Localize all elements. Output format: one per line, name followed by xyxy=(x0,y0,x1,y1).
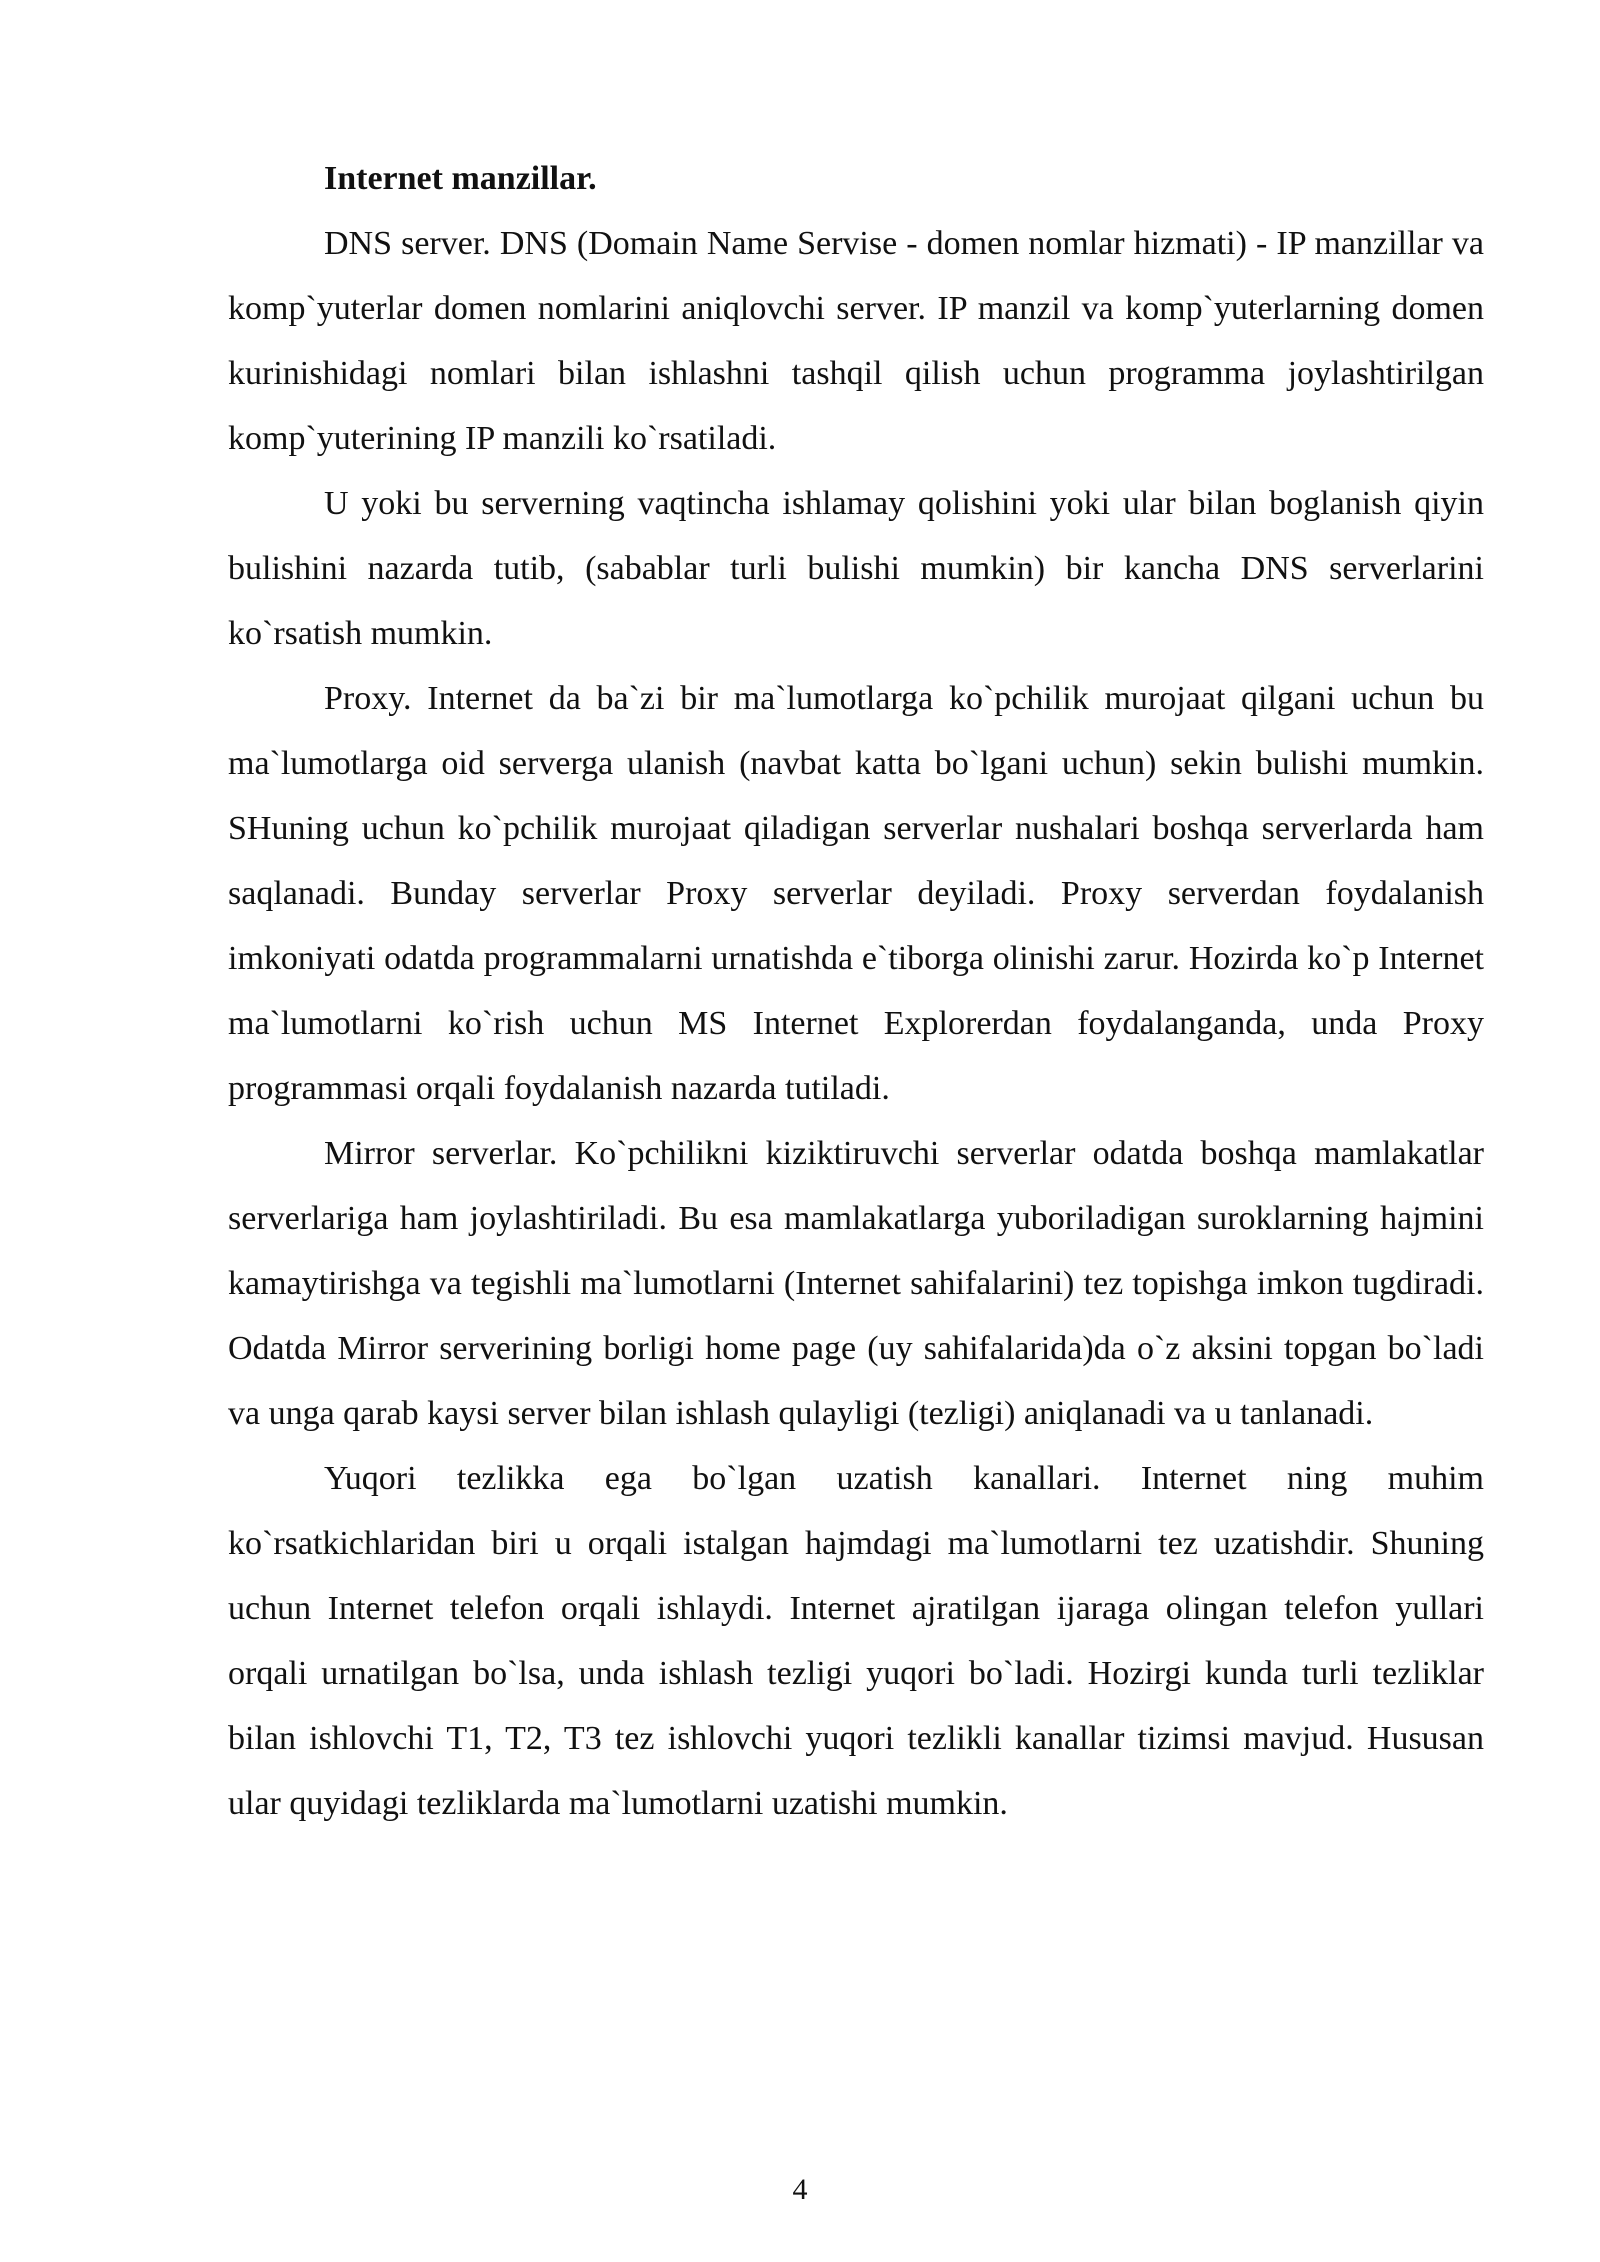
page-number: 4 xyxy=(792,2173,808,2206)
paragraph-dns-server: DNS server. DNS (Domain Name Servise - domen nomlar hizmati) - IP manzillar va komp`yuterlar domen nomlarini aniqlovchi server. IP manzil va komp`yuterlarning domen kurinishidagi nomlari bilan ishlashni tashqil qilish uchun programma joylashtirilgan komp`yuterining IP manzili ko`rsatiladi. xyxy=(228,225,1484,457)
paragraph-mirror-servers: Mirror serverlar. Ko`pchilikni kiziktiruvchi serverlar odatda boshqa mamlakatlar serverlariga ham joylashtiriladi. Bu esa mamlakatlarga yuboriladigan suroklarning hajmini kamaytirishga va tegishli ma`lumotlarni (Internet sahifalarini) tez topishga imkon tugdiradi. Odatda Mirror serverining borligi home page (uy sahifalarida)da o`z aksini topgan bo`ladi va unga qarab kaysi server bilan ishlash qulayligi (tezligi) aniqlanadi va u tanlanadi. xyxy=(228,1135,1484,1432)
paragraph-proxy: Proxy. Internet da ba`zi bir ma`lumotlarga ko`pchilik murojaat qilgani uchun bu ma`lumotlarga oid serverga ulanish (navbat katta bo`lgani uchun) sekin bulishi mumkin. SHuning uchun ko`pchilik murojaat qiladigan serverlar nushalari boshqa serverlarda ham saqlanadi. Bunday serverlar Proxy serverlar deyiladi. Proxy serverdan foydalanish imkoniyati odatda programmalarni urnatishda e`tiborga olinishi zarur. Hozirda ko`p Internet ma`lumotlarni ko`rish uchun MS Internet Explorerdan foydalanganda, unda Proxy programmasi orqali foydalanish nazarda tutiladi. xyxy=(228,680,1484,1107)
paragraph-high-speed-channels: Yuqori tezlikka ega bo`lgan uzatish kanallari. Internet ning muhim ko`rsatkichlaridan biri u orqali istalgan hajmdagi ma`lumotlarni tez uzatishdir. Shuning uchun Internet telefon orqali ishlaydi. Internet ajratilgan ijaraga olingan telefon yullari orqali urnatilgan bo`lsa, unda ishlash tezligi yuqori bo`ladi. Hozirgi kunda turli tezliklar bilan ishlovchi T1, T2, T3 tez ishlovchi yuqori tezlikli kanallar tizimsi mavjud. Hususan ular quyidagi tezliklarda ma`lumotlarni uzatishi mumkin. xyxy=(228,1460,1484,1822)
section-heading: Internet manzillar. xyxy=(324,160,597,197)
page-body xyxy=(228,146,1484,1836)
paragraph-dns-backup: U yoki bu serverning vaqtincha ishlamay qolishini yoki ular bilan boglanish qiyin bulishini nazarda tutib, (sabablar turli bulishi mumkin) bir kancha DNS serverlarini ko`rsatish mumkin. xyxy=(228,485,1484,652)
